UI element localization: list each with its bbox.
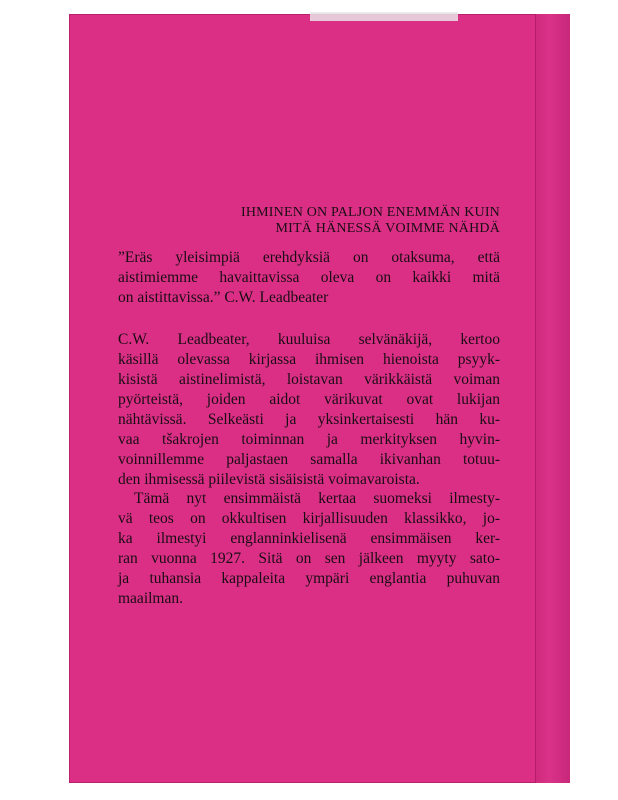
paragraph-line: vaa tšakrojen toiminnan ja merkityksen hyvin- — [118, 431, 500, 448]
tape-strip — [310, 12, 458, 21]
blurb-paragraph-2 — [118, 489, 500, 609]
paragraph-line: pyörteistä, joiden aidot värikuvat ovat lukijan — [118, 391, 500, 408]
cover-headline — [150, 205, 500, 237]
paragraph-line: nähtävissä. Selkeästi ja yksinkertaisesti hän ku- — [118, 411, 500, 428]
paragraph-line: ran vuonna 1927. Sitä on sen jälkeen myyty sato- — [118, 550, 500, 567]
book-spine-edge — [535, 14, 570, 783]
quote-line: aistimiemme havaittavissa oleva on kaikki mitä — [118, 269, 500, 286]
paragraph-line: C.W. Leadbeater, kuuluisa selvänäkijä, kertoo — [118, 331, 500, 348]
paragraph-line: kisistä aistinelimistä, loistavan värikkäistä voiman — [118, 371, 500, 388]
quote-line: on aistittavissa.” C.W. Leadbeater — [118, 289, 329, 306]
paragraph-line: ja tuhansia kappaleita ympäri englantia puhuvan — [118, 570, 500, 587]
paragraph-line: voinnillemme paljastaen samalla ikivanhan totuu- — [118, 451, 500, 468]
paragraph-line: maailman. — [118, 590, 183, 607]
paragraph-line: Tämä nyt ensimmäistä kertaa suomeksi ilmesty- — [134, 490, 500, 507]
headline-line: IHMINEN ON PALJON ENEMMÄN KUIN — [240, 205, 500, 220]
cover-quote — [118, 248, 500, 308]
paragraph-line: käsillä olevassa kirjassa ihmisen hienoista psyyk- — [118, 351, 500, 368]
paragraph-line: ka ilmestyi englanninkielisenä ensimmäisen ker- — [118, 530, 500, 547]
paragraph-line: den ihmisessä piilevistä sisäisistä voimavaroista. — [118, 471, 420, 488]
blurb-paragraph-1 — [118, 330, 500, 490]
quote-line: ”Eräs yleisimpiä erehdyksiä on otaksuma, että — [118, 249, 500, 266]
paragraph-line: vä teos on okkultisen kirjallisuuden klassikko, jo- — [118, 510, 500, 527]
headline-line: MITÄ HÄNESSÄ VOIMME NÄHDÄ — [275, 221, 500, 236]
